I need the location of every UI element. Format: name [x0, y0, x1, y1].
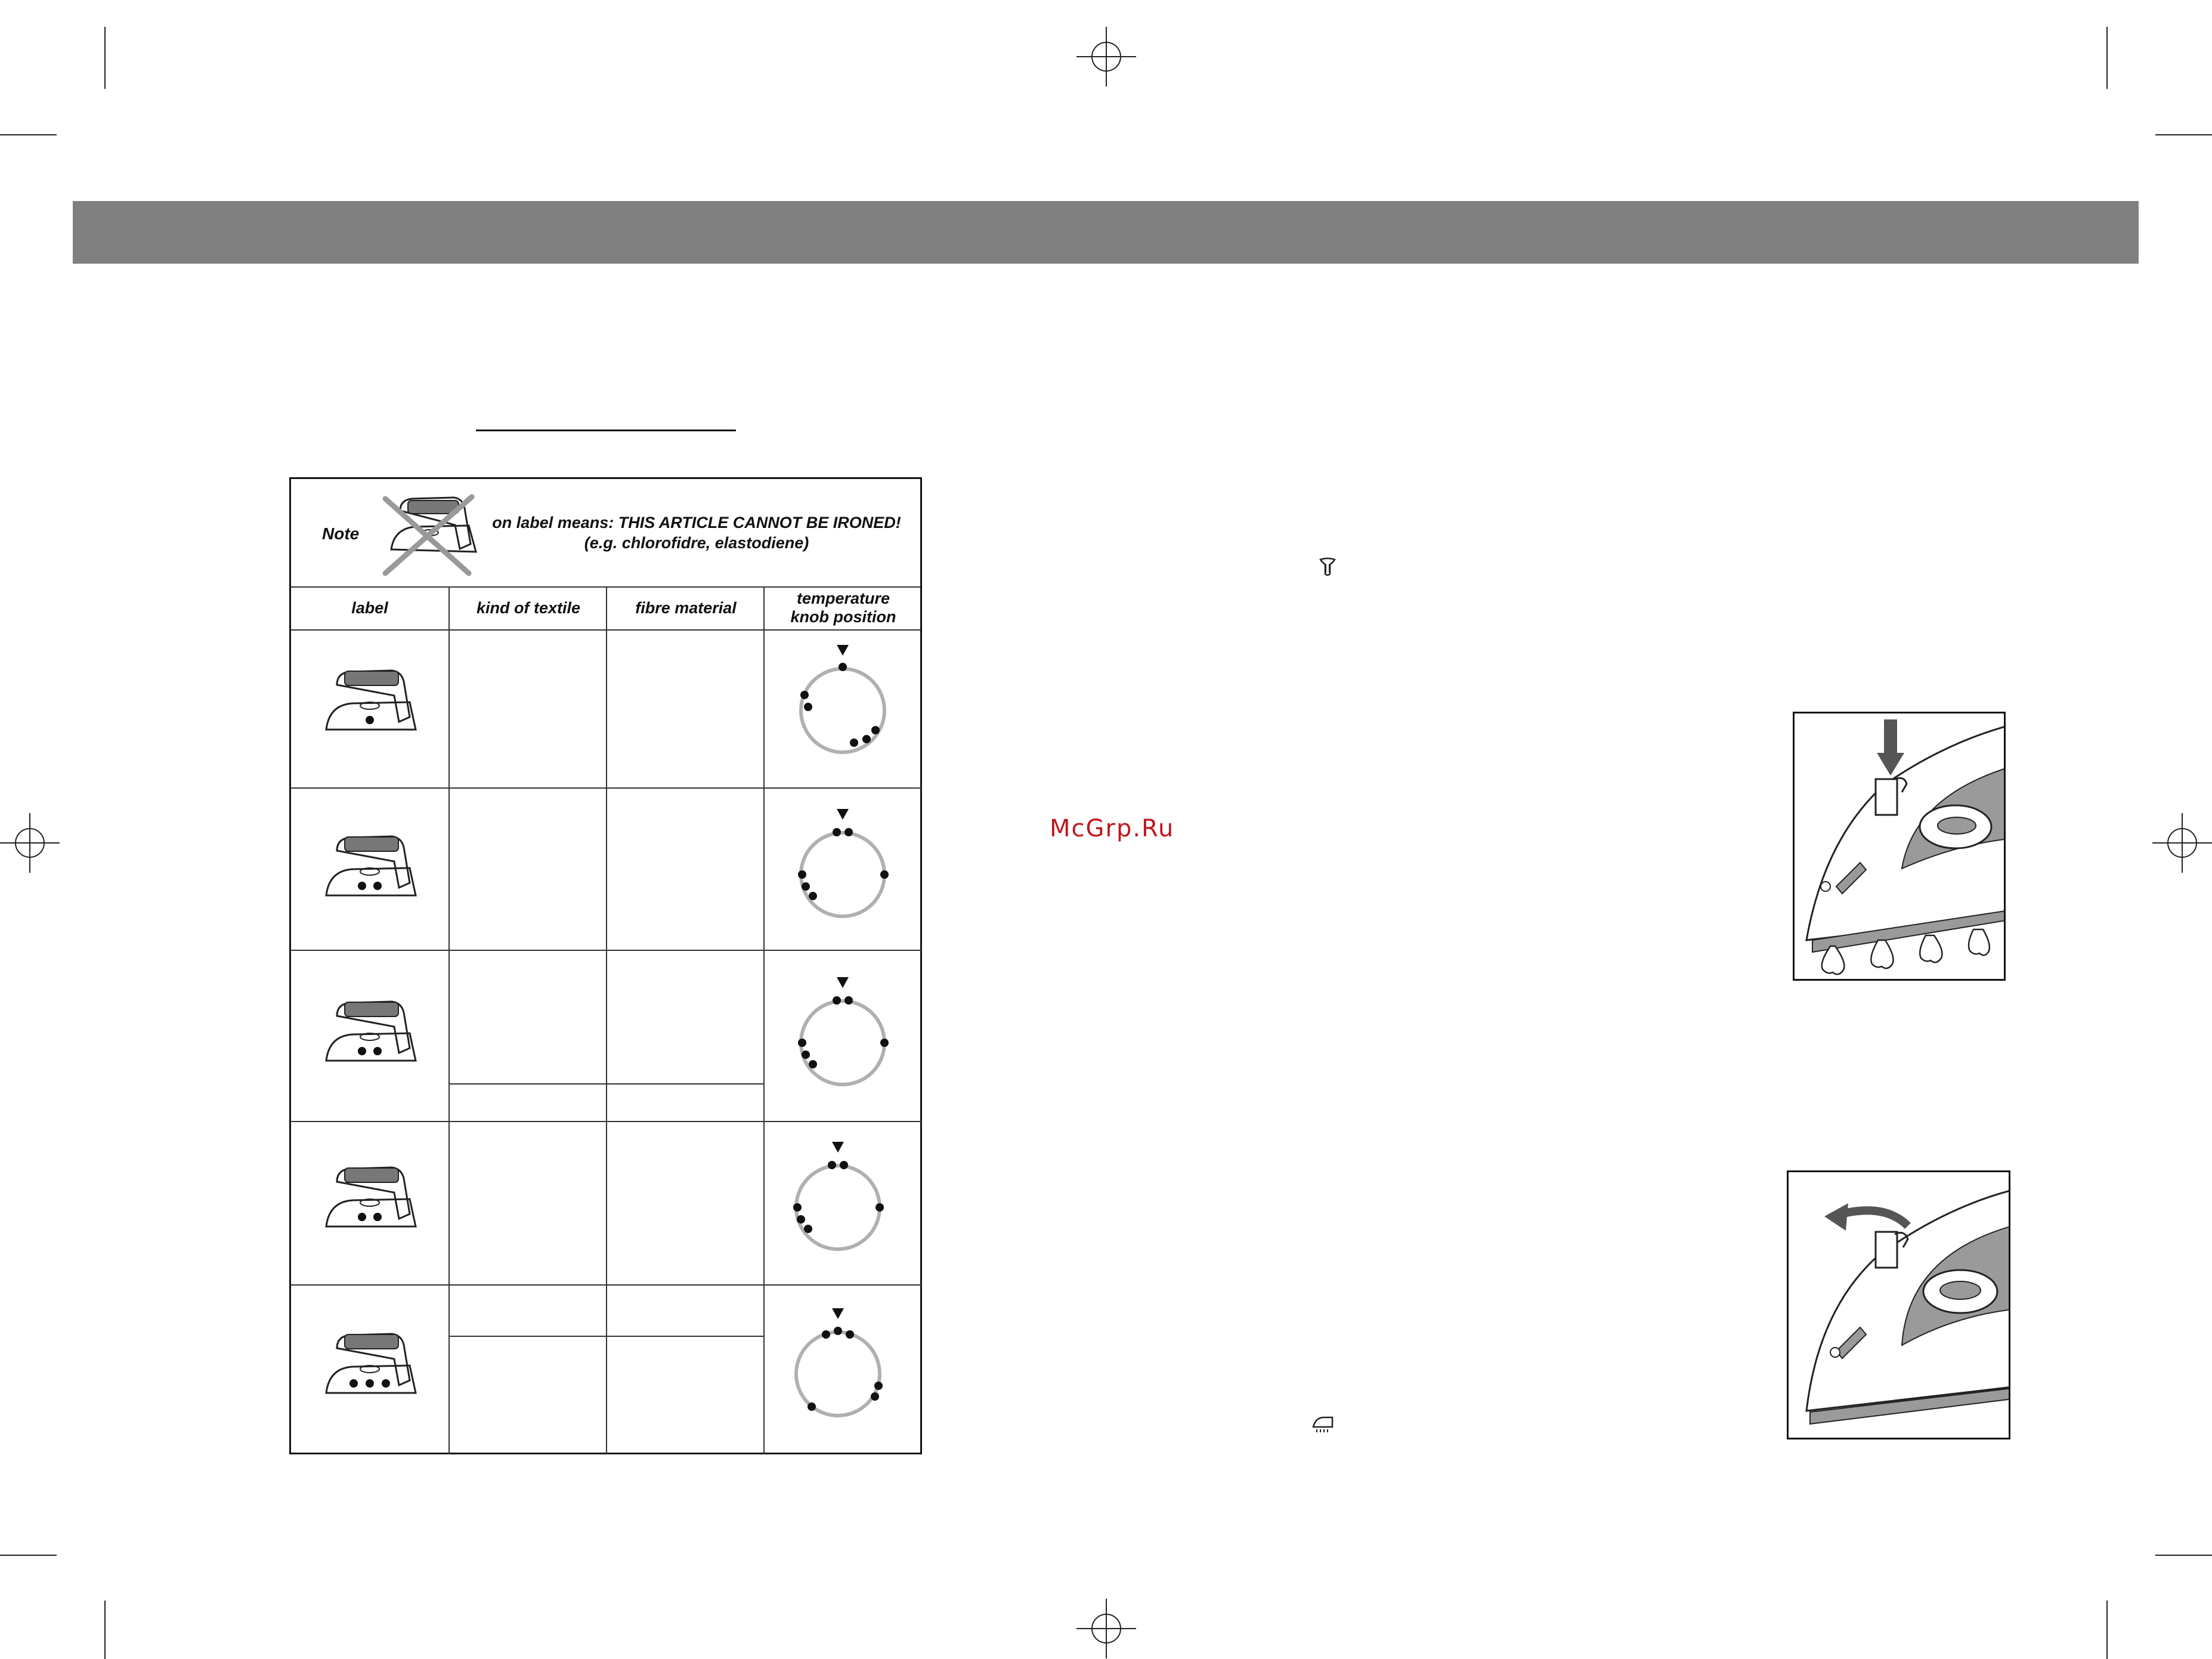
column-divider — [763, 586, 765, 1454]
note-row — [291, 479, 920, 588]
crop-mark — [104, 27, 106, 89]
registration-mark — [1076, 27, 1136, 86]
iron-label-icon — [319, 1155, 420, 1244]
note-line-1: on label means: THIS ARTICLE CANNOT BE IRONED! — [492, 514, 901, 532]
heading-underline — [476, 430, 736, 431]
arrow-rotate-icon — [1824, 1203, 1908, 1231]
sub-row-divider — [448, 1083, 763, 1085]
column-divider — [606, 586, 607, 1454]
crop-mark — [2106, 27, 2108, 89]
note-label: Note — [322, 524, 360, 543]
header-temperature: temperature — [796, 589, 890, 607]
sub-row-divider — [448, 1336, 763, 1337]
temperature-knob-icon — [789, 804, 896, 923]
ironing-temperature-table — [289, 477, 922, 1454]
column-divider — [448, 586, 450, 1454]
iron-label-icon — [319, 824, 420, 913]
header-fibre-material: fibre material — [635, 598, 737, 617]
row-divider — [291, 950, 922, 951]
iron-label-icon — [319, 989, 420, 1079]
row-divider — [291, 1121, 922, 1122]
note-text — [482, 512, 911, 553]
row-divider — [291, 1284, 922, 1286]
self-clean-icon — [1311, 1410, 1335, 1434]
watermark: McGrp.Ru — [1050, 815, 1175, 842]
registration-mark — [1076, 1599, 1136, 1658]
crop-mark — [2155, 1555, 2212, 1556]
crop-mark — [104, 1601, 106, 1659]
iron-label-icon — [319, 1321, 420, 1411]
header-knob-position: knob position — [790, 608, 896, 626]
iron-illustration — [1789, 1172, 2010, 1439]
registration-mark — [2152, 813, 2212, 873]
note-line-2: (e.g. chlorofidre, elastodiene) — [584, 534, 809, 552]
figure-steam-burst — [1793, 712, 2006, 981]
registration-mark — [0, 813, 60, 873]
header-band — [73, 201, 2139, 264]
temperature-knob-icon — [789, 972, 896, 1092]
crop-mark — [2106, 1601, 2108, 1659]
crop-mark — [0, 1555, 57, 1556]
crop-mark — [2155, 134, 2212, 135]
header-temperature-knob — [765, 586, 922, 629]
header-kind-of-textile: kind of textile — [476, 598, 581, 617]
steam-icon — [1316, 556, 1339, 580]
arrow-down-icon — [1877, 719, 1904, 776]
crop-mark — [0, 134, 57, 135]
iron-illustration — [1795, 713, 2006, 981]
figure-steam-control — [1787, 1170, 2010, 1439]
no-ironing-symbol-icon — [367, 490, 487, 579]
row-divider — [291, 787, 922, 789]
temperature-knob-icon — [789, 640, 896, 759]
temperature-knob-icon — [784, 1303, 892, 1423]
temperature-knob-icon — [784, 1137, 892, 1256]
iron-label-icon — [319, 658, 420, 747]
header-label: label — [351, 598, 388, 617]
